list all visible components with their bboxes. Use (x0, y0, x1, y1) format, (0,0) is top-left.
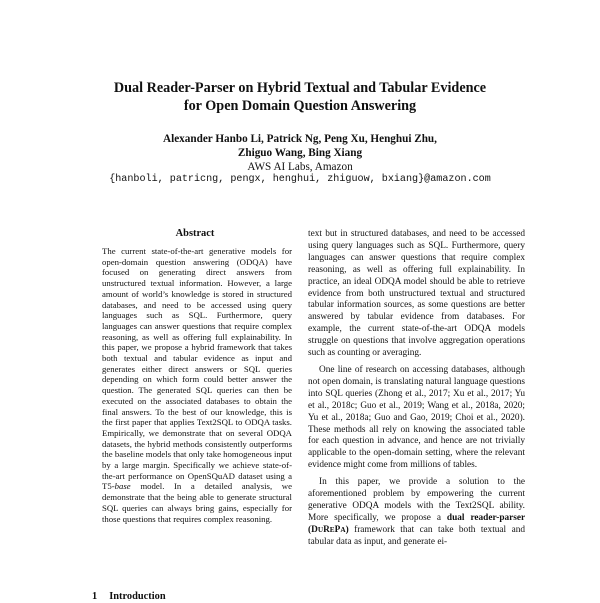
section-title: Introduction (109, 591, 166, 602)
body-paragraph-1: text but in structured databases, and need to be accessed using query languages such as SQL. Furthermore, query languages can answer questions that require complex reasoning, as well as offering full explainability. In practice, an ideal ODQA model should be able to retrieve evidence from both unstructured textual and structured tabular information sources, as some questions are better answered by tabular evidence from databases. For example, the current state-of-the-art ODQA models struggle on questions that involve aggregation operations such as counting or averaging. (308, 229, 525, 359)
abstract-emphasis: base (114, 481, 131, 492)
title-line-2: for Open Domain Question Answering (183, 98, 417, 114)
authors-line-2: Zhiguo Wang, Bing Xiang (237, 147, 363, 159)
section-number: 1 (92, 591, 98, 602)
acronym-letter-d: D (311, 524, 318, 535)
paper-title (60, 79, 540, 115)
title-line-1: Dual Reader-Parser on Hybrid Textual and Tabular Evidence (113, 80, 487, 96)
section-heading (92, 591, 292, 603)
acronym-letter-a: A (340, 525, 346, 534)
acronym-close-paren: ) (345, 524, 349, 535)
body-paragraph-3 (308, 477, 525, 548)
abstract-heading: Abstract (175, 228, 215, 239)
model-description: dual reader-parser (446, 512, 525, 523)
affiliation: AWS AI Labs, Amazon (247, 161, 353, 173)
author-list (60, 132, 540, 160)
acronym-open-paren: ( (308, 524, 312, 535)
acronym-letter-r: R (323, 524, 330, 535)
acronym-letter-p: P (334, 524, 341, 535)
model-acronym (308, 525, 349, 535)
author-emails: {hanboli, patricng, pengx, henghui, zhiguow, bxiang}@amazon.com (109, 174, 491, 185)
acronym-letter-u: U (317, 525, 324, 534)
abstract-text (102, 246, 292, 524)
introduction-column (308, 229, 525, 549)
body-paragraph-3-part-1: In this paper, we provide a solution to the aforementioned problem by empowering the current generative ODQA models with the Text2SQL ability. More specifically, we propose a (308, 477, 525, 523)
acronym-letter-e: E (329, 525, 335, 534)
body-paragraph-2: One line of research on accessing databases, although not open domain, is translating natural language questions into SQL queries (Zhong et al., 2017; Xu et al., 2017; Yu et al., 2018c; Guo et al., 2019; Wang et al., 2018a, 2020; Yu et al., 2018a; Guo and Gao, 2019; Choi et al., 2020). These methods all rely on knowing the associated table for each question in advance, and hence are not trivially applicable to the open-domain setting, where the relevant evidence might come from millions of tables. (308, 364, 525, 471)
body-paragraph-3-part-2: framework that can take both textual and tabular data as input, and generate ei- (308, 524, 525, 547)
abstract-text-part-2: model. In a detailed analysis, we demonstrate that the being able to generate structural SQL queries can always bring gains, especially for those questions that requires complex reasoning. (102, 481, 292, 524)
abstract-text-part-1: The current state-of-the-art generative models for open-domain question answering (ODQA) have focused on generating direct answers from unstructured textual information. However, a large amount of world’s knowledge is stored in structured databases, and need to be accessed using query languages such as SQL. Furthermore, query languages can answer questions that require complex reasoning, as well as offering full explainability. In this paper, we propose a hybrid framework that takes both textual and tabular evidence as input and generates either direct answers or SQL queries depending on which form could better answer the question. The generated SQL queries can then be executed on the associated databases to obtain the final answers. To the best of our knowledge, this is the first paper that applies Text2SQL to ODQA tasks. Empirically, we demonstrate that on several ODQA datasets, the hybrid methods consistently outperforms the baseline models that only take homogeneous input by a large margin. Specifically we achieve state-of-the-art performance on OpenSQuAD dataset using a T5- (102, 246, 292, 492)
authors-line-1: Alexander Hanbo Li, Patrick Ng, Peng Xu, Henghui Zhu, (163, 133, 437, 145)
